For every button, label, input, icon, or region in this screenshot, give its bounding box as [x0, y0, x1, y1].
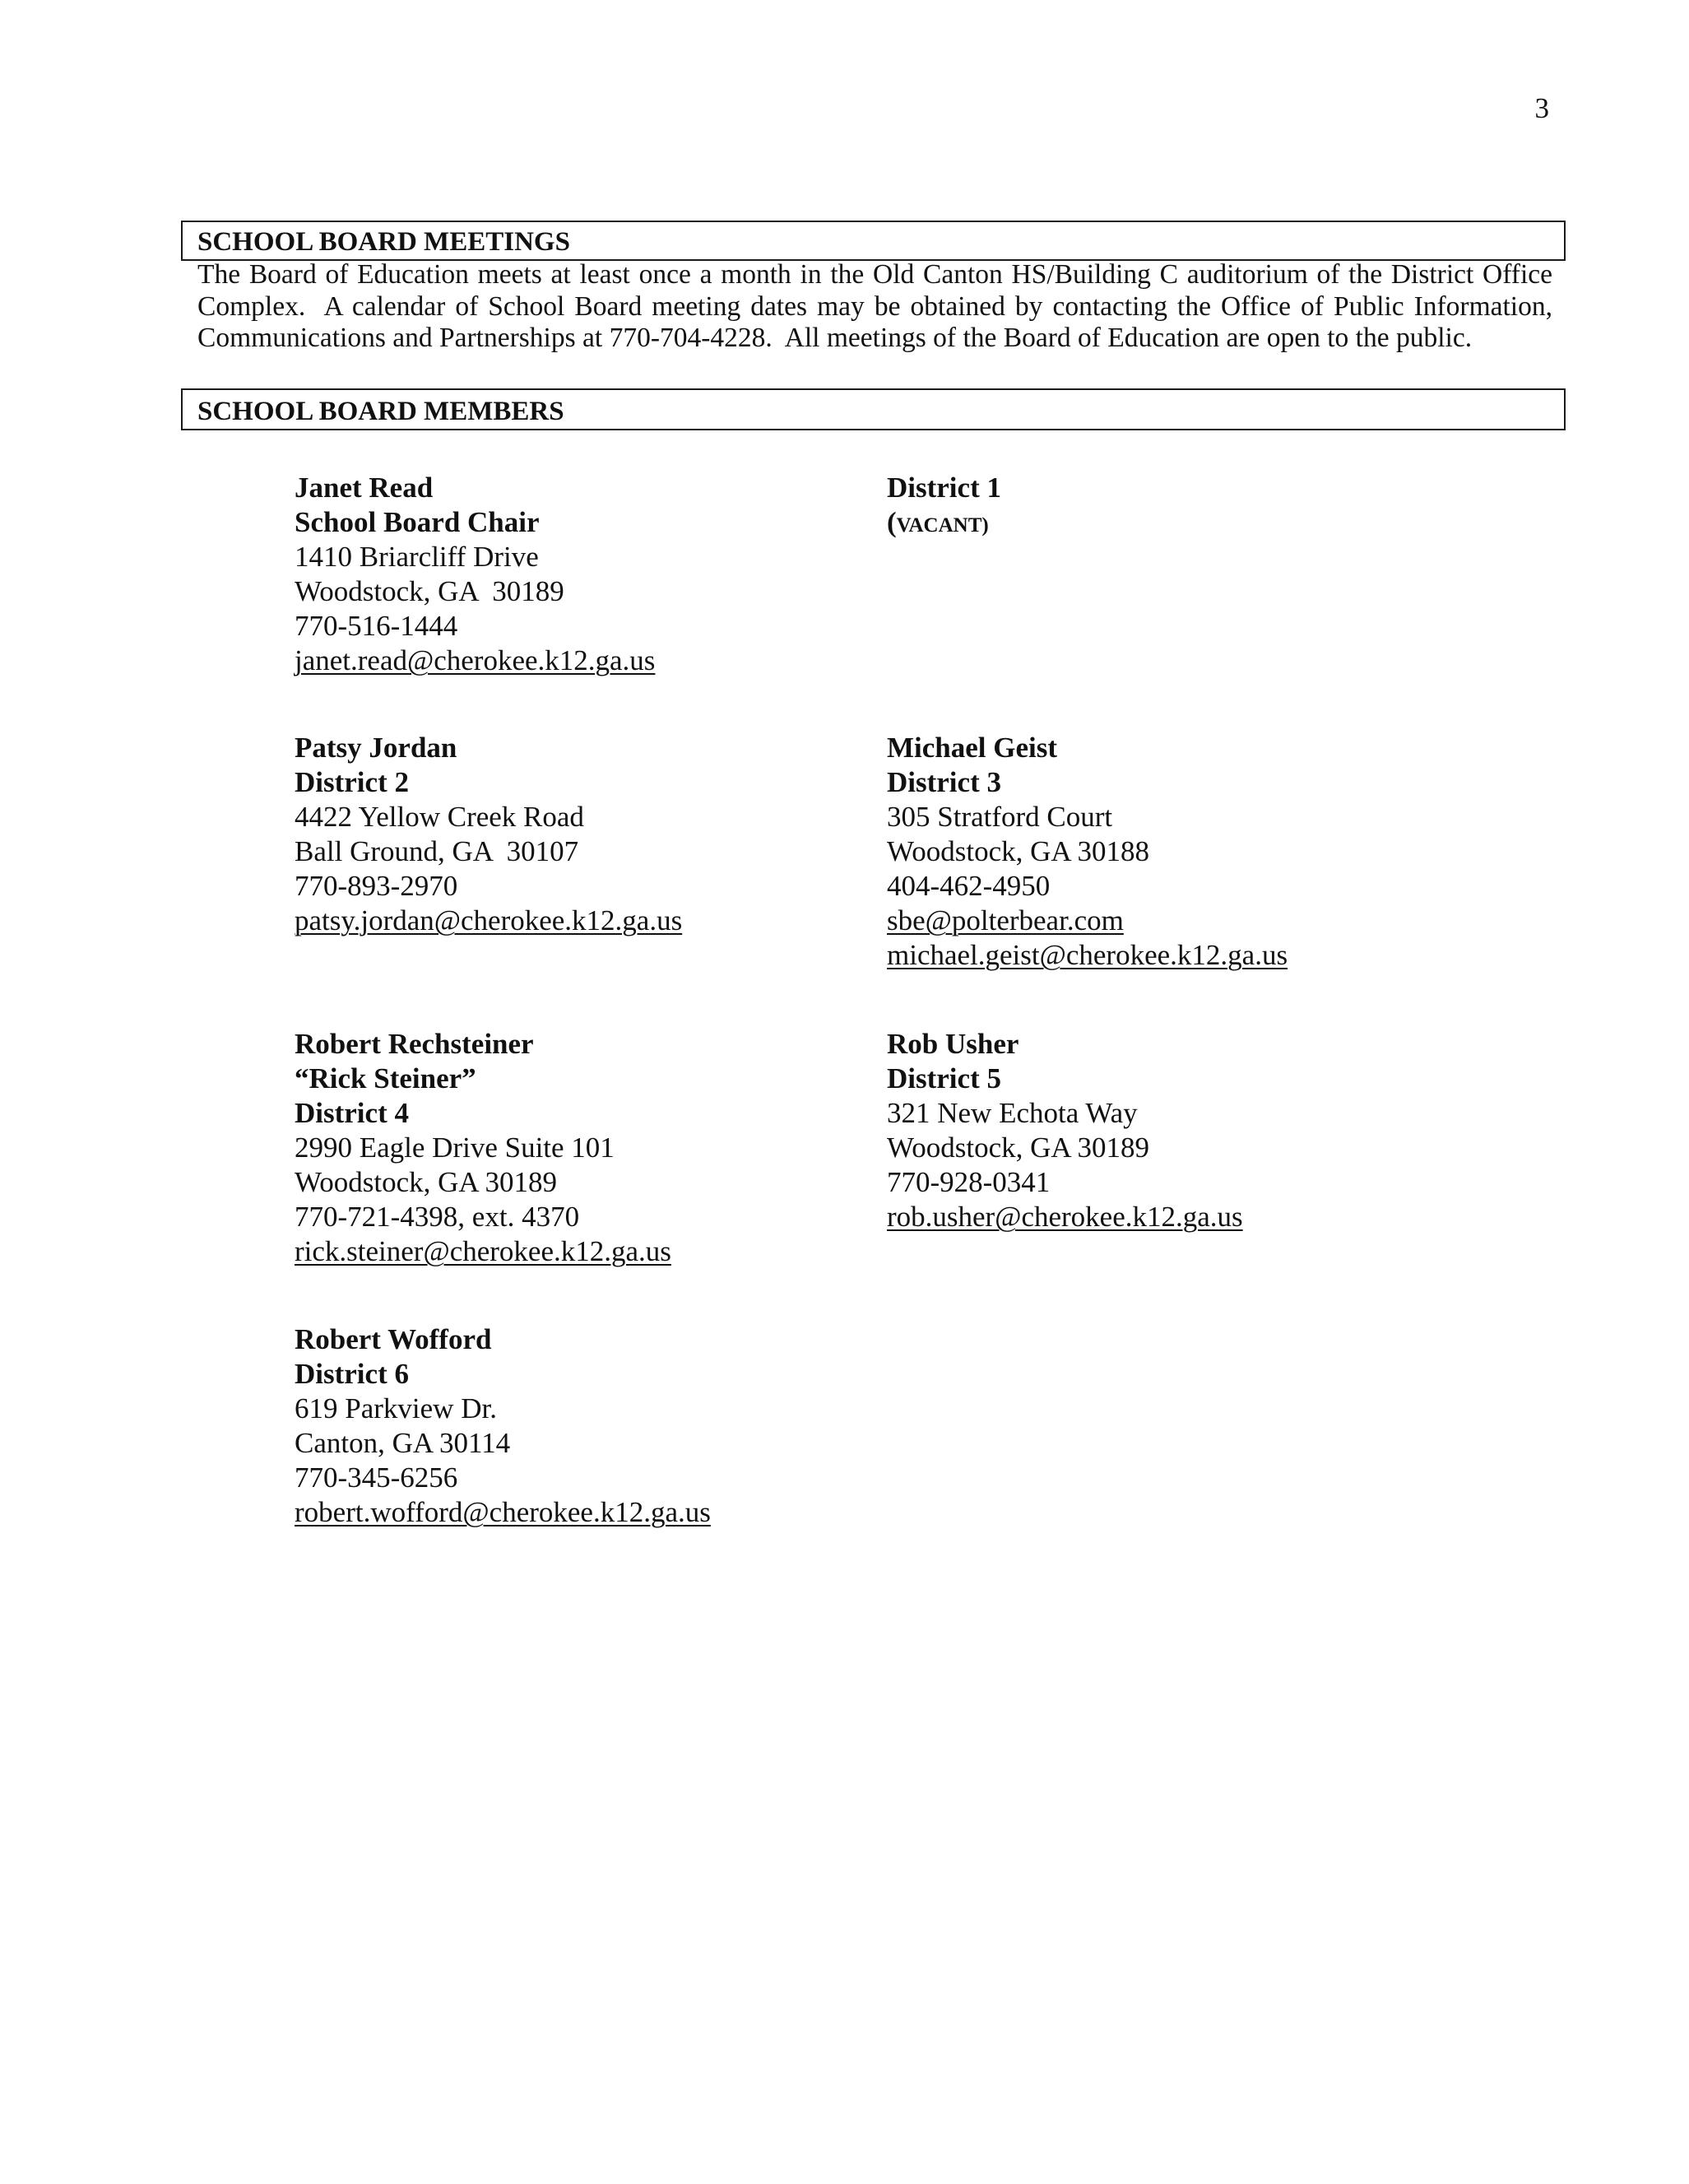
meetings-paragraph: The Board of Education meets at least once a month in the Old Canton HS/Building C auditorium of the District Office Complex. A calendar of School Board meeting dates may be obtained by contacting the Office of Public Information, Communications and Partnerships at 770-704-4228. All meetings of the Board of Education are open to the public. [197, 259, 1560, 353]
member-name: Patsy Jordan [295, 732, 457, 764]
vacant-open-paren: ( [887, 506, 897, 538]
member-phone: 770-516-1444 [295, 610, 458, 642]
vacant-label [887, 505, 1001, 540]
member-district: District 5 [887, 1062, 1001, 1094]
member-name: Rob Usher [887, 1028, 1019, 1060]
member-name: Michael Geist [887, 732, 1058, 764]
member-address-line2: Ball Ground, GA 30107 [295, 835, 579, 867]
member-nickname: “Rick Steiner” [295, 1062, 476, 1094]
member-district: District 4 [295, 1097, 409, 1129]
member-address-line2: Woodstock, GA 30189 [295, 575, 564, 607]
member-title: School Board Chair [295, 506, 540, 538]
member-district: District 3 [887, 766, 1001, 798]
member-card-janet-read [295, 471, 655, 678]
member-card-patsy-jordan [295, 731, 682, 938]
member-email-link[interactable]: janet.read@cherokee.k12.ga.us [295, 644, 656, 676]
member-phone: 770-893-2970 [295, 870, 458, 902]
member-address-line1: 4422 Yellow Creek Road [295, 801, 584, 833]
member-email-link[interactable]: rick.steiner@cherokee.k12.ga.us [295, 1235, 671, 1267]
member-card-district-1 [887, 471, 1001, 540]
member-name: Robert Wofford [295, 1323, 492, 1355]
member-district: District 1 [887, 472, 1001, 504]
member-address-line1: 619 Parkview Dr. [295, 1392, 497, 1424]
member-address-line2: Woodstock, GA 30189 [887, 1131, 1149, 1164]
member-address-line2: Canton, GA 30114 [295, 1427, 511, 1459]
member-card-rob-usher [887, 1027, 1243, 1234]
member-address-line1: 321 New Echota Way [887, 1097, 1138, 1129]
member-card-michael-geist [887, 731, 1288, 973]
member-address-line1: 305 Stratford Court [887, 801, 1113, 833]
member-email-link[interactable]: patsy.jordan@cherokee.k12.ga.us [295, 904, 683, 936]
meetings-heading: SCHOOL BOARD MEETINGS [197, 227, 570, 257]
member-phone: 404-462-4950 [887, 870, 1051, 902]
members-heading-box [181, 388, 1566, 430]
member-address-line2: Woodstock, GA 30189 [295, 1166, 557, 1198]
member-email-link[interactable]: sbe@polterbear.com [887, 904, 1124, 936]
members-heading: SCHOOL BOARD MEMBERS [197, 397, 564, 426]
member-card-robert-wofford [295, 1322, 711, 1530]
member-district: District 2 [295, 766, 409, 798]
meetings-heading-box [181, 221, 1566, 261]
member-email-link[interactable]: rob.usher@cherokee.k12.ga.us [887, 1201, 1243, 1233]
member-email-link[interactable]: robert.wofford@cherokee.k12.ga.us [295, 1496, 711, 1528]
member-address-line1: 1410 Briarcliff Drive [295, 541, 539, 573]
member-phone: 770-928-0341 [887, 1166, 1051, 1198]
member-phone: 770-721-4398, ext. 4370 [295, 1201, 580, 1233]
member-email-link-secondary[interactable]: michael.geist@cherokee.k12.ga.us [887, 939, 1288, 971]
page-number: 3 [1534, 92, 1549, 124]
vacant-text: VACANT) [896, 514, 989, 537]
member-card-robert-rechsteiner [295, 1027, 671, 1269]
member-address-line1: 2990 Eagle Drive Suite 101 [295, 1131, 615, 1164]
member-phone: 770-345-6256 [295, 1461, 458, 1494]
member-district: District 6 [295, 1358, 409, 1390]
member-name: Robert Rechsteiner [295, 1028, 534, 1060]
member-address-line2: Woodstock, GA 30188 [887, 835, 1149, 867]
member-name: Janet Read [295, 472, 434, 504]
